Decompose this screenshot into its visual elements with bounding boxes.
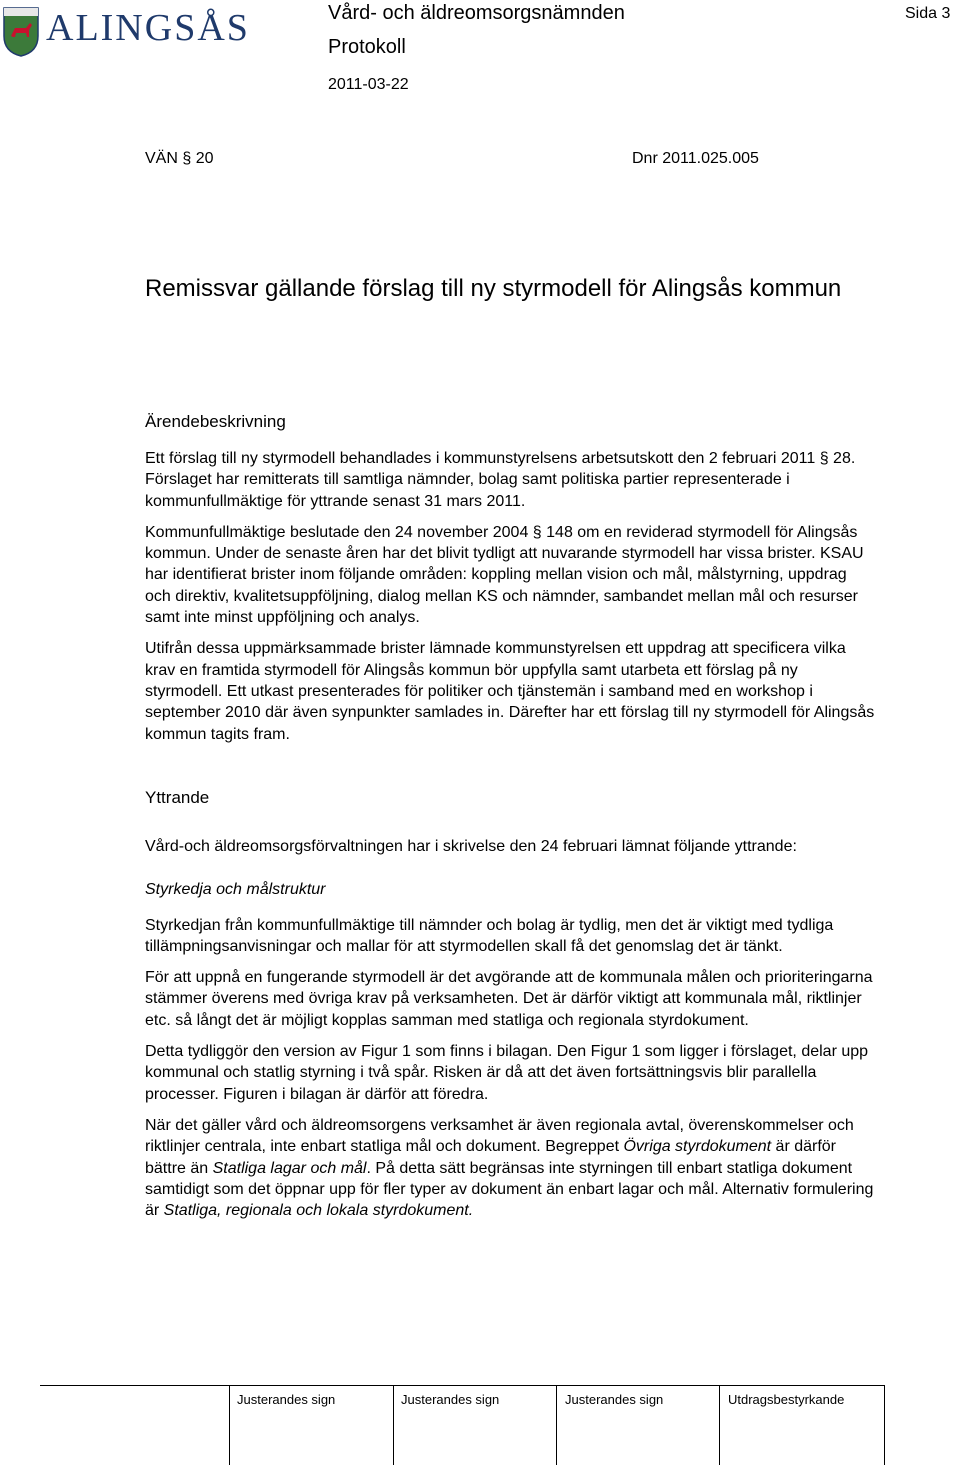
- yttrande-paragraph-2: För att uppnå en fungerande styrmodell är det avgörande att de kommunala målen och prioriteringarna stämmer överens med övriga krav på verksamheten. Det är därför viktigt att kommunala mål, riktlinjer etc. så långt det är möjligt kopplas samman med statliga och regionala styrdokument.: [145, 969, 873, 1029]
- footer-certified: Utdragsbestyrkande: [728, 1392, 845, 1407]
- logo-wordmark: ALINGSÅS: [46, 7, 250, 49]
- yttrande-paragraph-3: Detta tydliggör den version av Figur 1 som finns i bilagan. Den Figur 1 som ligger i förslaget, delar upp kommunal och statlig styrning i två spår. Risken är då att det även fortsättningsvis blir parallella processer. Figuren i bilagan är därför att föredra.: [145, 1043, 869, 1103]
- document-title: Remissvar gällande förslag till ny styrmodell för Alingsås kommun: [145, 275, 842, 302]
- yttrande-subheading: Styrkedja och målstruktur: [145, 881, 326, 899]
- page-number: Sida 3: [905, 5, 951, 22]
- yttrande-paragraph-4: [145, 1115, 875, 1221]
- arende-body: [145, 448, 875, 755]
- yttrande-intro: Vård-och äldreomsorgsförvaltningen har i skrivelse den 24 februari lämnat följande yttrande:: [145, 838, 797, 855]
- p4-text-c: är därför bättre än: [145, 1138, 837, 1177]
- footer-box-divider: [393, 1385, 394, 1465]
- footer-box-divider: [229, 1385, 230, 1465]
- yttrande-paragraph-1: Styrkedjan från kommunfullmäktige till nämnder och bolag är tydlig, men det är viktigt med tydliga tillämpningsanvisningar och mallar för att styrmodellen skall få det genomslag det är tänkt.: [145, 916, 834, 955]
- meeting-date: 2011-03-22: [328, 76, 409, 93]
- footer-sign-3: Justerandes sign: [565, 1392, 664, 1407]
- municipality-logo: [0, 4, 260, 62]
- footer-box-divider: [556, 1385, 557, 1465]
- arende-paragraph-1: Ett förslag till ny styrmodell behandlades i kommunstyrelsens arbetsutskott den 2 februari 2011 § 28. Förslaget har remitterats till samtliga nämnder, bolag samt politiska partier representerade i kommunfullmäktige för yttrande senast 31 mars 2011.: [145, 450, 856, 510]
- p4-text-e: . På detta sätt begränsas inte styrningen till enbart statliga dokument samtidigt som det öppnar upp för fler typer av dokument än enbart lagar och mål. Alternativ formulering är: [145, 1159, 874, 1220]
- footer-box-divider: [719, 1385, 720, 1465]
- arende-paragraph-2: Kommunfullmäktige beslutade den 24 november 2004 § 148 om en reviderad styrmodell för Alingsås kommun. Under de senaste åren har det blivit tydligt att nuvarande styrmodell har vissa brister. KSAU har identifierat brister inom följande områden: koppling mellan vision och mål, målstyrning, uppdrag och direktiv, kvalitetsuppföljning, dialog mellan KS och nämnder, sambandet mellan mål och resurser samt inte minst uppföljning och analys.: [145, 523, 864, 627]
- footer-sign-1: Justerandes sign: [237, 1392, 336, 1407]
- p4-text-a: När det gäller vård och äldreomsorgens verksamhet är även regionala avtal, överenskommelser och riktlinjer centrala, inte enbart statliga mål och dokument. Begreppet: [145, 1116, 854, 1156]
- coat-of-arms-icon: [2, 6, 40, 58]
- arende-paragraph-3: Utifrån dessa uppmärksammade brister lämnade kommunstyrelsen ett uppdrag att specificera vilka krav en framtida styrmodell för Alingsås kommun bör uppfylla samt utarbeta ett förslag på ny styrmodell. Ett utkast presenterades för politiker och tjänstemän i samband med en workshop i september 2010 där även synpunkter samlades in. Därefter har ett förslag till ny styrmodell för Alingsås kommun tagits fram.: [145, 640, 875, 743]
- footer-box-divider: [884, 1385, 885, 1465]
- diary-number: Dnr 2011.025.005: [632, 150, 759, 167]
- p4-italic-ovriga: Övriga styrdokument: [623, 1138, 772, 1156]
- case-reference: VÄN § 20: [145, 150, 214, 167]
- p4-italic-alternativ: Statliga, regionala och lokala styrdokument.: [163, 1202, 474, 1220]
- section-heading-arende: Ärendebeskrivning: [145, 412, 286, 431]
- footer-divider: [40, 1385, 885, 1386]
- document-type: Protokoll: [328, 36, 406, 58]
- section-heading-yttrande: Yttrande: [145, 788, 210, 807]
- yttrande-body: [145, 836, 875, 1231]
- footer-sign-2: Justerandes sign: [401, 1392, 500, 1407]
- p4-italic-statliga-lagar: Statliga lagar och mål: [212, 1159, 367, 1177]
- committee-name: Vård- och äldreomsorgsnämnden: [328, 2, 625, 24]
